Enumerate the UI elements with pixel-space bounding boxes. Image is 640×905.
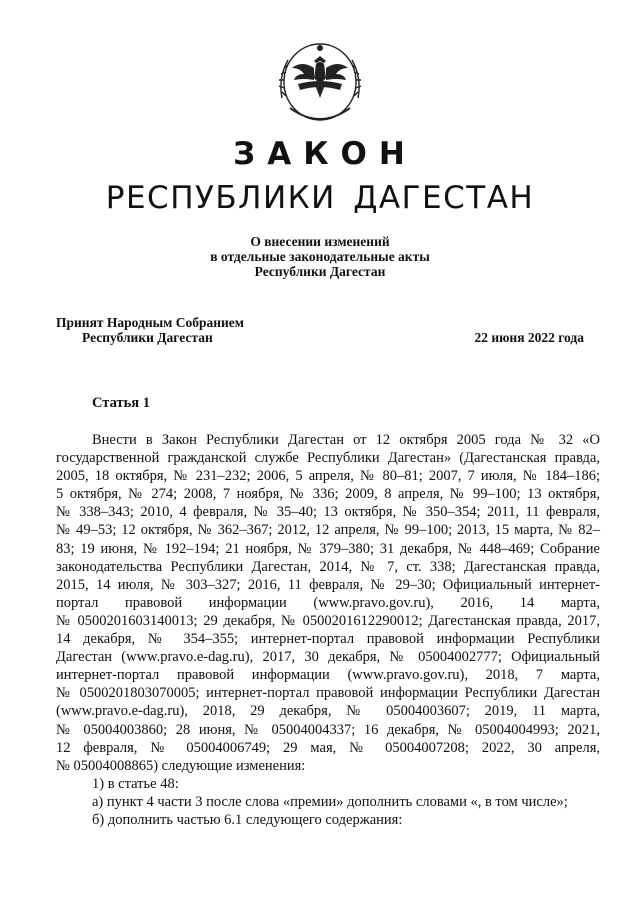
body-line: № 0500201603140013; 29 декабря, № 0500201612290012; Дагестанская правда, 2017, <box>56 612 600 629</box>
law-title: ЗАКОН <box>233 136 417 172</box>
body-line: 2015, 14 июля, № 303–327; 2016, 11 февраля, № 29–30; Официальный интернет- <box>56 576 600 593</box>
body-line: № 05004008865) следующие изменения: <box>56 757 306 774</box>
adoption-line-2: Республики Дагестан <box>82 330 213 345</box>
body-line: 2005, 18 октября, № 231–232; 2006, 5 апреля, № 80–81; 2007, 7 июля, № 184–186; <box>56 468 600 485</box>
body-line: 5 октября, № 274; 2008, 7 ноября, № 336; 2009, 8 апреля, № 99–100; 13 октября, <box>56 486 600 503</box>
body-line: Внести в Закон Республики Дагестан от 12 октября 2005 года № 32 «О <box>92 432 600 448</box>
adoption-line-1: Принят Народным Собранием <box>56 315 244 330</box>
amendment-item-1a: а) пункт 4 части 3 после слова «премии» дополнить словами «, в том числе»; <box>92 793 568 810</box>
body-line: № 05004003860; 28 июня, № 05004004337; 16 декабря, № 05004004993; 2021, <box>56 721 600 738</box>
body-line: портал правовой информации (www.pravo.gov.ru), 2016, 14 марта, <box>56 594 600 611</box>
amendment-item-1: 1) в статье 48: <box>92 775 179 792</box>
body-line: 12 февраля, № 05004006749; 29 мая, № 05004007208; 2022, 30 апреля, <box>56 739 600 756</box>
adoption-info <box>56 315 244 345</box>
amendment-item-1b: б) дополнить частью 6.1 следующего содержания: <box>92 811 403 828</box>
body-line: 14 декабря, № 354–355; интернет-портал правовой информации Республики <box>56 631 600 648</box>
body-line: № 338–343; 2010, 4 февраля, № 35–40; 13 октября, № 350–354; 2011, 11 февраля, <box>56 504 600 521</box>
body-line: (www.pravo.e-dag.ru), 2018, 29 декабря, № 05004003607; 2019, 11 марта, <box>56 703 600 720</box>
subject-line-3: Республики Дагестан <box>254 264 386 279</box>
coat-of-arms-emblem <box>268 38 372 126</box>
body-line: государственной гражданской службе Республики Дагестан» (Дагестанская правда, <box>56 450 600 467</box>
body-line: 83; 19 июня, № 192–194; 21 ноября, № 379–380; 31 декабря, № 448–469; Собрание <box>56 540 600 557</box>
adoption-date: 22 июня 2022 года <box>474 330 584 345</box>
subject-line-1: О внесении изменений <box>250 234 390 249</box>
body-line: законодательства Республики Дагестан, 2014, № 7, ст. 338; Дагестанская правда, <box>56 558 600 575</box>
body-line: Дагестан (www.pravo.e-dag.ru), 2017, 30 декабря, № 05004002777; Официальный <box>56 649 600 666</box>
law-subject <box>0 234 640 279</box>
eagle-emblem-icon <box>268 38 372 126</box>
article-heading: Статья 1 <box>92 395 150 411</box>
subject-line-2: в отдельные законодательные акты <box>210 249 430 264</box>
body-line: интернет-портал правовой информации (www.pravo.gov.ru), 2018, 7 марта, <box>56 667 600 684</box>
article-body <box>56 431 600 829</box>
republic-title: РЕСПУБЛИКИ ДАГЕСТАН <box>105 180 535 216</box>
body-line: № 49–53; 12 октября, № 362–367; 2012, 12 апреля, № 99–100; 2013, 15 марта, № 82– <box>56 522 600 539</box>
body-line: № 0500201803070005; интернет-портал правовой информации Республики Дагестан <box>56 685 600 702</box>
